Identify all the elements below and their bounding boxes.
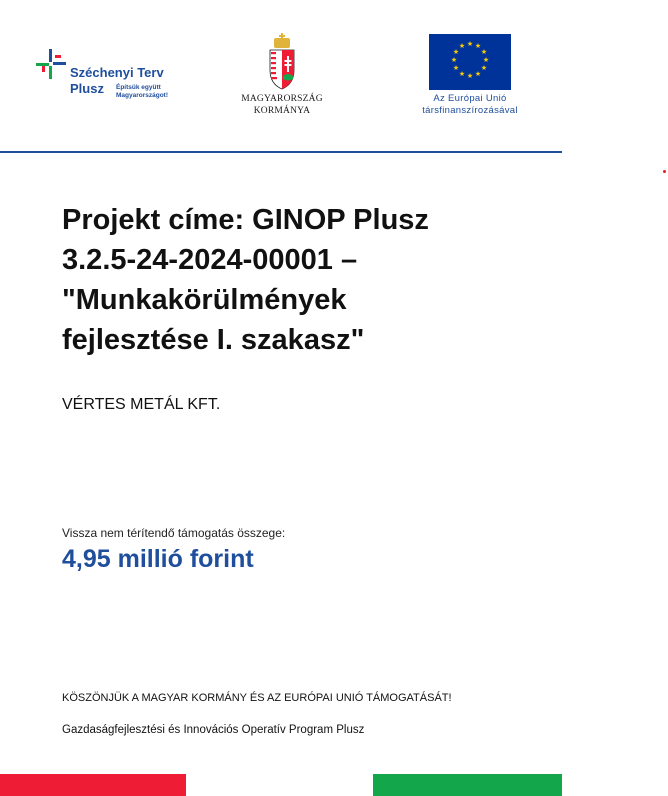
header-divider [0,151,562,153]
svg-text:★: ★ [452,48,460,56]
svg-text:★: ★ [450,56,458,64]
szechenyi-tagline-line1: Építsük együtt [116,84,161,91]
eu-cofinancing-logo [406,34,534,117]
grant-label: Vissza nem térítendő támogatás összege: [62,526,286,540]
szechenyi-tagline-line2: Magyarországot! [116,92,169,99]
flag-band-green [373,774,562,796]
thanks-statement: KÖSZÖNJÜK A MAGYAR KORMÁNY ÉS AZ EURÓPAI UNIÓ TÁMOGATÁSÁT! [62,692,452,704]
project-title: Projekt címe: GINOP Plusz 3.2.5-24-2024-00001 – "Munkakörülmények fejlesztése I. szakasz" [62,204,429,356]
svg-text:★: ★ [458,42,466,50]
svg-text:★: ★ [480,48,488,56]
svg-text:★: ★ [452,64,460,72]
szechenyi-plusz: Plusz [70,81,104,96]
eu-caption-line2: társfinanszírozásával [422,105,518,116]
government-caption-line1: MAGYARORSZÁG [241,94,323,104]
hungarian-government-logo [232,32,332,122]
eu-flag-icon [429,34,511,90]
beneficiary-name: VÉRTES METÁL KFT. [62,396,221,413]
decorative-dot [663,170,666,173]
svg-text:★: ★ [480,64,488,72]
szechenyi-cross-logo-icon [34,47,68,81]
hungarian-coat-of-arms-icon [266,32,298,90]
svg-text:★: ★ [458,70,466,78]
szechenyi-tagline [116,84,168,100]
svg-text:★: ★ [466,72,474,80]
government-caption-line2: KORMÁNYA [253,106,311,116]
svg-text:★: ★ [482,56,490,64]
svg-text:★: ★ [474,42,482,50]
szechenyi-terv-plusz-logo [34,47,194,107]
flag-band-white [186,774,373,796]
eu-caption [406,93,534,117]
grant-amount: 4,95 millió forint [62,545,254,573]
flag-band-red [0,774,186,796]
svg-text:★: ★ [474,70,482,78]
svg-text:★: ★ [466,40,474,48]
szechenyi-title: Széchenyi Terv [70,65,164,80]
program-name: Gazdaságfejlesztési és Innovációs Operatív Program Plusz [62,724,365,736]
government-caption [232,93,332,117]
eu-caption-line1: Az Európai Unió [433,93,507,104]
